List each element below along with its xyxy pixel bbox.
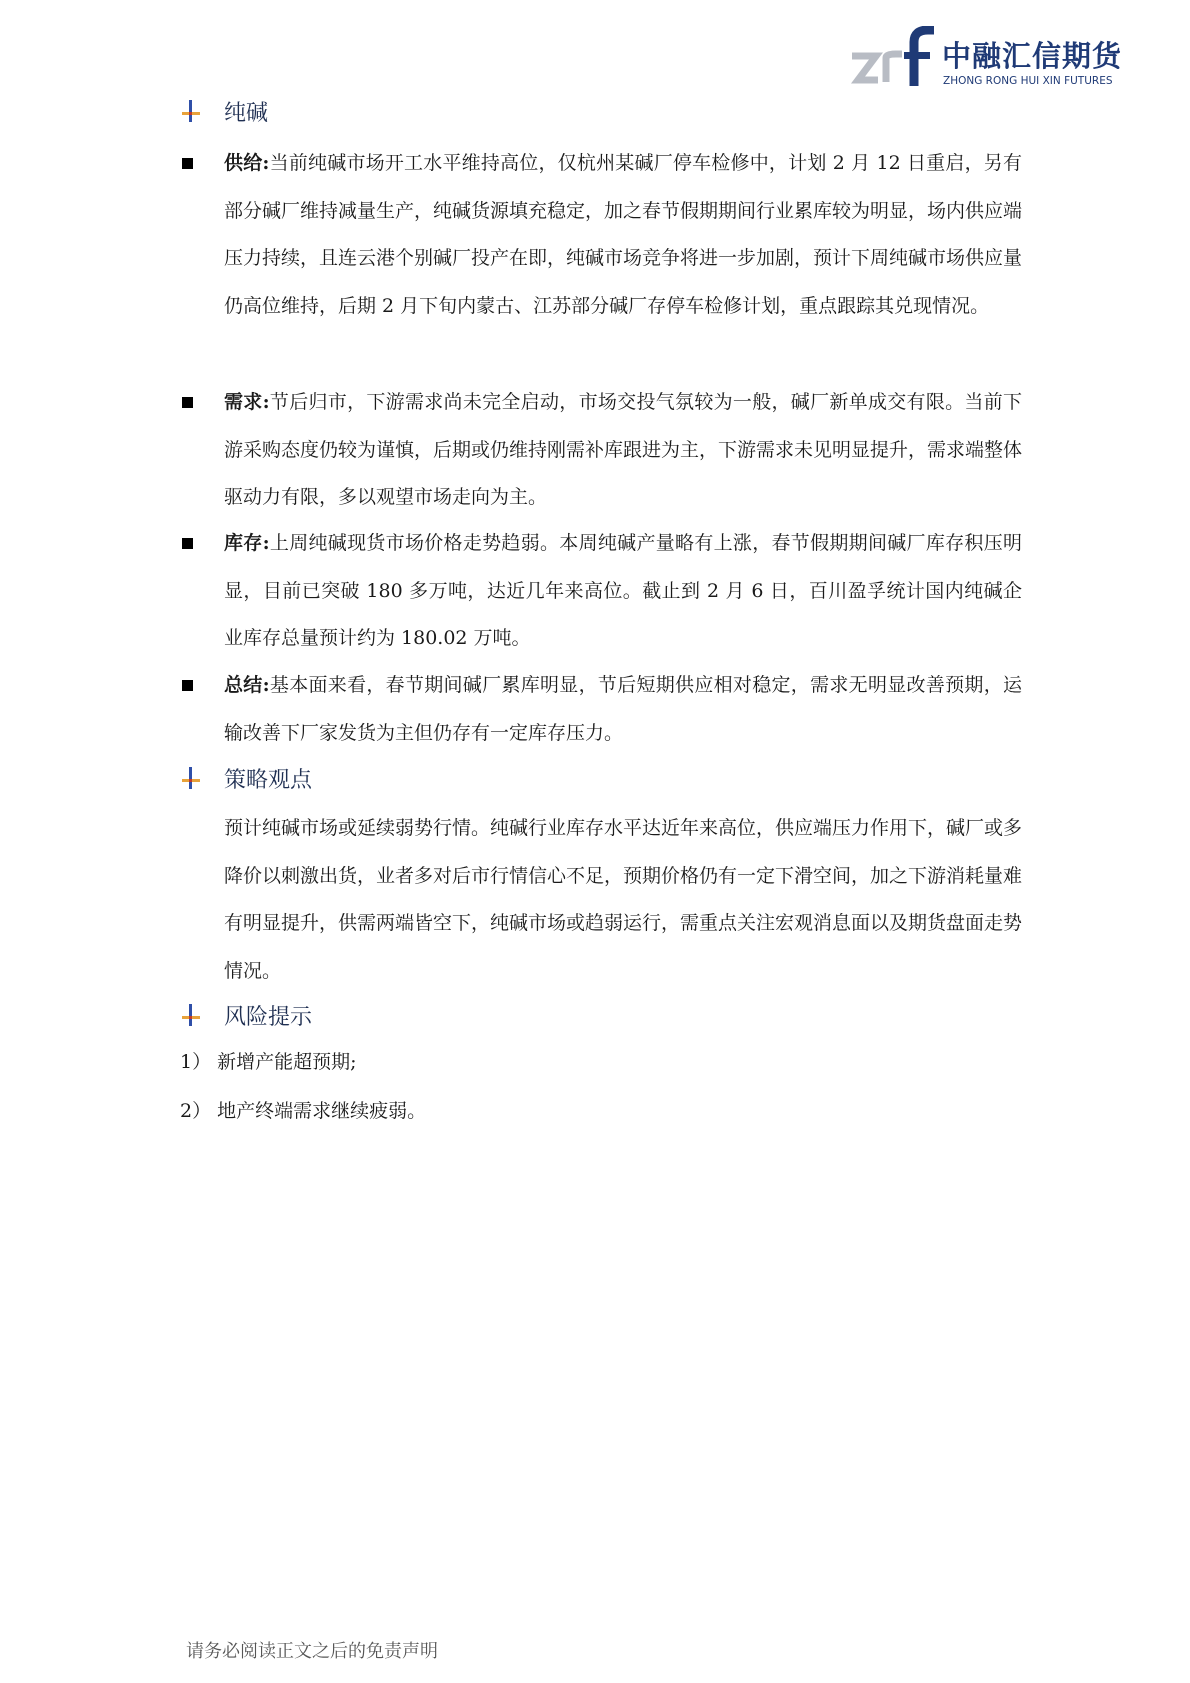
square-bullet-icon <box>182 538 193 549</box>
square-bullet-icon <box>182 397 193 408</box>
logo-mark-icon <box>850 26 938 90</box>
bullet-text: 节后归市，下游需求尚未完全启动，市场交投气氛较为一般，碱厂新单成交有限。当前下游采购态度仍较为谨慎，后期或仍维持刚需补库跟进为主，下游需求未见明显提升，需求端整体驱动力有限，多以观望市场走向为主。 <box>224 391 1023 508</box>
disclaimer-footer: 请务必阅读正文之后的免责声明 <box>186 1641 438 1662</box>
section-heading-soda-ash <box>182 96 268 126</box>
section-title: 策略观点 <box>224 767 313 793</box>
section-marker-icon <box>182 767 200 789</box>
bullet-item-supply <box>182 140 1022 330</box>
bullet-content <box>224 520 1022 663</box>
section-marker-icon <box>182 100 200 122</box>
bullet-item-inventory <box>182 520 1022 663</box>
bullet-text: 上周纯碱现货市场价格走势趋弱。本周纯碱产量略有上涨，春节假期期间碱厂库存积压明显，目前已突破 180 多万吨，达近几年来高位。截止到 2 月 6 日，百川盈孚统计国内纯碱企业库存总量预计约为 180.02 万吨。 <box>224 532 1022 649</box>
bullet-text: 当前纯碱市场开工水平维持高位，仅杭州某碱厂停车检修中，计划 2 月 12 日重启，另有部分碱厂维持减量生产，纯碱货源填充稳定，加之春节假期期间行业累库较为明显，场内供应端压力持续，且连云港个别碱厂投产在即，纯碱市场竞争将进一步加剧，预计下周纯碱市场供应量仍高位维持，后期 2 月下旬内蒙古、江苏部分碱厂存停车检修计划，重点跟踪其兑现情况。 <box>224 152 1023 317</box>
square-bullet-icon <box>182 158 193 169</box>
risk-item: 1） 新增产能超预期; <box>180 1051 357 1073</box>
logo-english-name: ZHONG RONG HUI XIN FUTURES <box>943 75 1113 87</box>
logo-chinese-name: 中融汇信期货 <box>942 39 1123 73</box>
section-title: 纯碱 <box>224 100 269 126</box>
bullet-content <box>224 662 1022 757</box>
bullet-label: 库存: <box>224 532 270 554</box>
bullet-text: 基本面来看，春节期间碱厂累库明显，节后短期供应相对稳定，需求无明显改善预期，运输改善下厂家发货为主但仍存有一定库存压力。 <box>224 674 1022 744</box>
bullet-label: 总结: <box>224 674 270 696</box>
section-heading-risk <box>182 1000 312 1030</box>
bullet-label: 需求: <box>224 391 270 413</box>
risk-item: 2） 地产终端需求继续疲弱。 <box>180 1100 427 1122</box>
bullet-item-summary <box>182 662 1022 757</box>
bullet-content <box>224 140 1022 330</box>
section-title: 风险提示 <box>224 1004 313 1030</box>
section-marker-icon <box>182 1004 200 1026</box>
section-heading-strategy <box>182 763 312 793</box>
company-logo <box>850 26 1123 94</box>
bullet-item-demand <box>182 379 1022 522</box>
bullet-label: 供给: <box>224 152 270 174</box>
bullet-content <box>224 379 1022 522</box>
square-bullet-icon <box>182 680 193 691</box>
strategy-paragraph: 预计纯碱市场或延续弱势行情。纯碱行业库存水平达近年来高位，供应端压力作用下，碱厂或多降价以刺激出货，业者多对后市行情信心不足，预期价格仍有一定下滑空间，加之下游消耗量难有明显提升，供需两端皆空下，纯碱市场或趋弱运行，需重点关注宏观消息面以及期货盘面走势情况。 <box>224 817 1023 982</box>
